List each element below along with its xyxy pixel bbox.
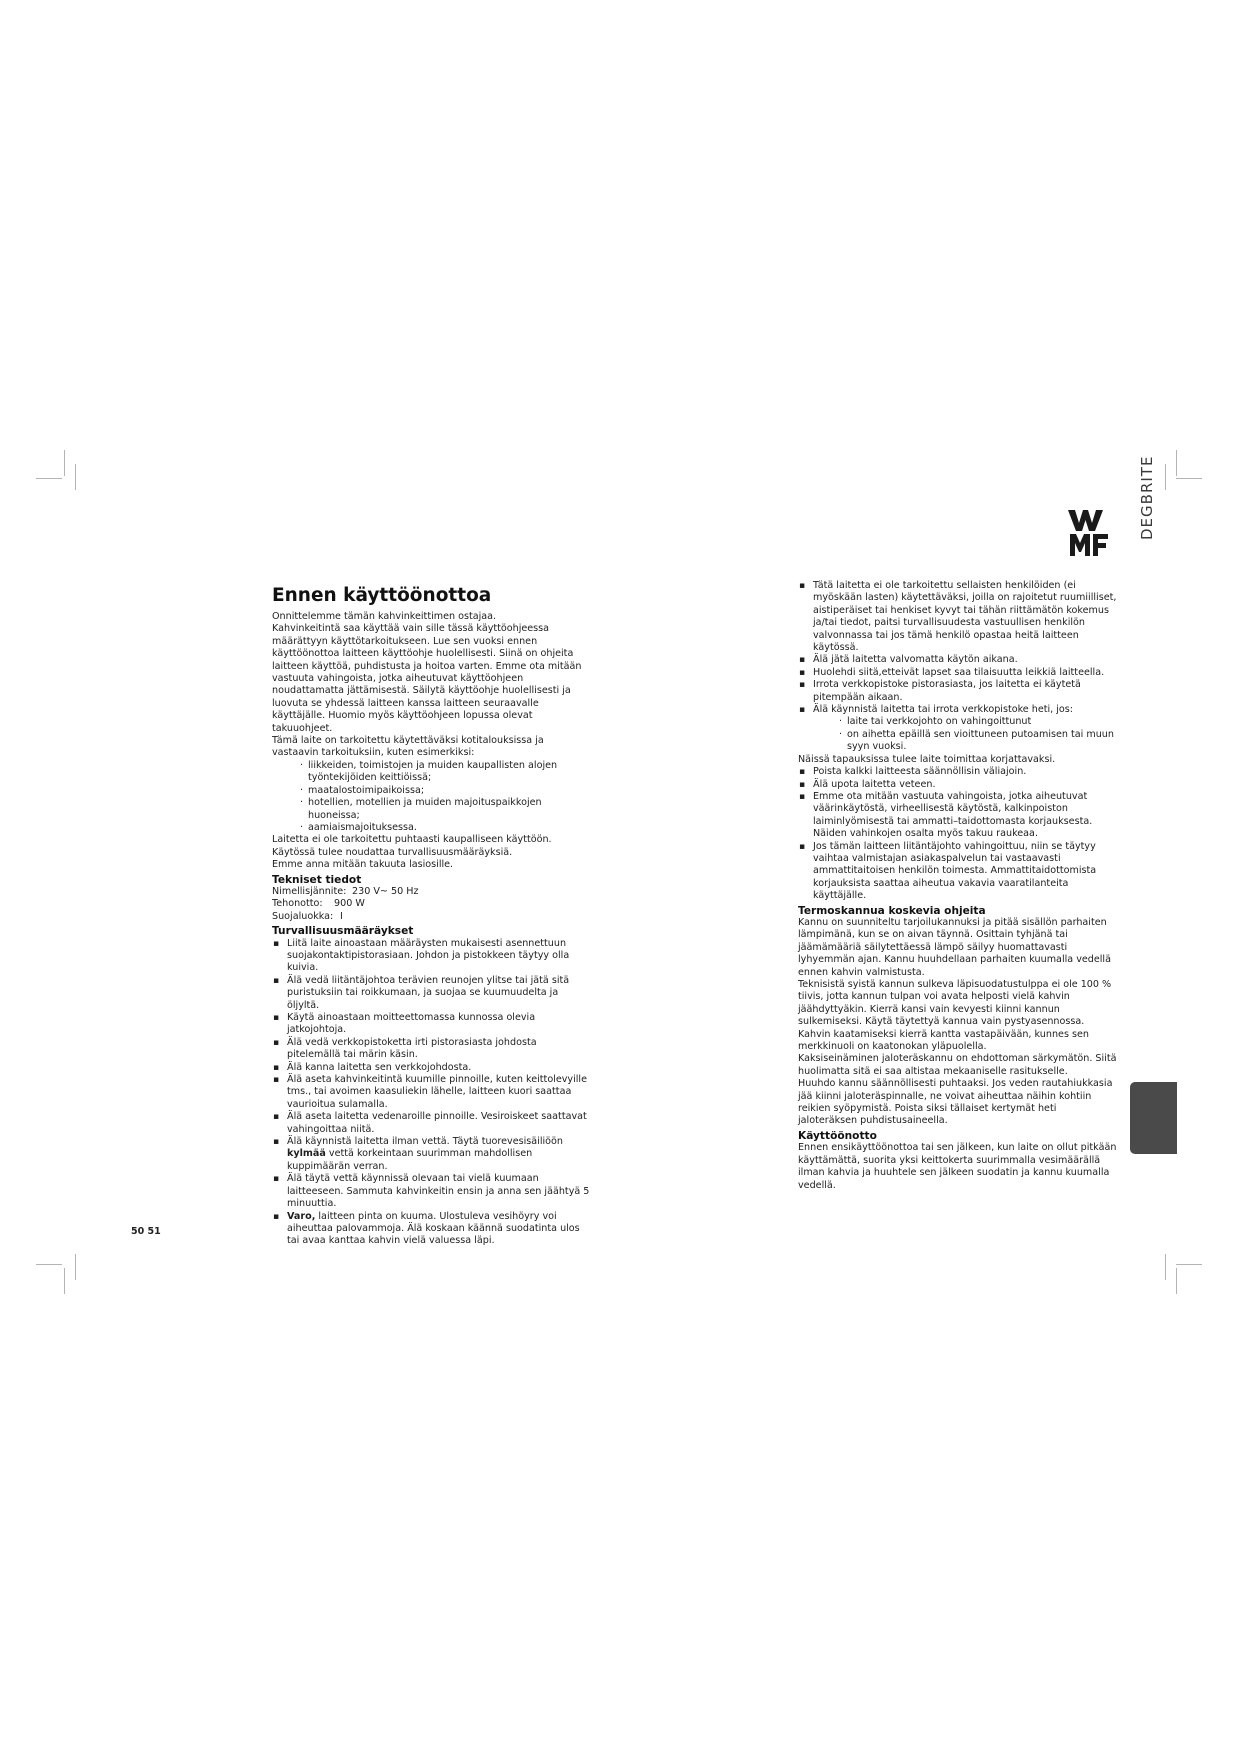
left-column: [272, 584, 592, 1248]
spec-row: [272, 898, 592, 910]
paragraph: Kaksiseinäminen jaloteräskannu on ehdottoman särkymätön. Siitä huolimatta sitä ei saa altistaa mekaaniselle rasitukselle.: [798, 1053, 1117, 1077]
list-text: laitteen pinta on kuuma. Ulostuleva vesihöyry voi aiheuttaa palovammoja. Älä koskaan käännä suodatinta ulos tai avaa kanttaa kahvin vielä valuessa läpi.: [287, 1210, 580, 1247]
list-item: [272, 1211, 592, 1248]
crop-mark: [1176, 1268, 1177, 1294]
list-item: · aamiaismajoituksessa.: [300, 822, 592, 834]
list-item: ▪ Älä upota laitetta veteen.: [798, 779, 1118, 791]
list-item: ▪ Liitä laite ainoastaan määräysten mukaisesti asennettuun suojakontaktipistorasiaan. Johdon ja pistokkeen täytyy olla kuivia.: [272, 938, 592, 975]
list-item: · laite tai verkkojohto on vahingoittunut: [839, 716, 1118, 728]
list-item: ▪ Emme ota mitään vastuuta vahingoista, jotka aiheutuvat väärinkäytöstä, virheellisestä käytöstä, kalkinpoiston laiminlyömisestä tai ammatti–taidottomasta korjauksesta. Näiden vahinkojen osalta myös takuu raukeaa.: [798, 791, 1118, 841]
section-heading: Tekniset tiedot: [272, 873, 362, 886]
sub-list: [813, 716, 1118, 753]
safety-list-continued: [798, 580, 1118, 754]
paragraph: Laitetta ei ole tarkoitettu puhtaasti kaupalliseen käyttöön.: [272, 834, 552, 846]
spec-row: [272, 886, 592, 898]
list-item: ▪ Tätä laitetta ei ole tarkoitettu sellaisten henkilöiden (ei myöskään lasten) käytettäväksi, joilla on rajoitetut ruumiilliset, aistiperäiset tai henkiset kyvyt tai tähän riittämätön kokemus ja/tai tiedot, paitsi turvallisuudesta vastuullisen henkilön valvonnassa tai jos tämä henkilö opastaa heitä laitteen käytössä.: [798, 580, 1118, 654]
list-item: ▪ Älä vedä verkkopistoketta irti pistorasiasta johdosta pitelemällä tai märin käsin.: [272, 1037, 592, 1062]
paragraph: Huuhdo kannu säännöllisesti puhtaaksi. Jos veden rautahiukkasia jää kiinni jaloteräspinnalle, ne voivat aiheuttaa näihin kohtiin reikien syöpymistä. Poista siksi tällaiset kertymät heti jaloteräksen puhdistusaineella.: [798, 1078, 1113, 1127]
spec-label: Suojaluokka:: [272, 910, 334, 922]
crop-mark: [36, 1264, 62, 1265]
paragraph: Kannu on suunniteltu tarjoilukannuksi ja pitää sisällön parhaiten lämpimänä, kun se on aivan täynnä. Osittain tyhjänä tai jäämämääriä säilytettäessä lämpö säilyy huomattavasti lyhyemmän ajan. Kannu huuhdellaan parhaiten kuumalla vedellä ennen kahvin valmistusta.: [798, 916, 1111, 978]
list-item: ▪ Poista kalkki laitteesta säännöllisin väliajoin.: [798, 766, 1118, 778]
crop-mark: [64, 1268, 65, 1294]
spec-row: [272, 911, 592, 923]
list-item: ▪ Älä aseta kahvinkeitintä kuumille pinnoille, kuten keittolevyille tms., tai avoimen kaasuliekin lähelle, laitteen kuori saattaa vaurioitua sulamalla.: [272, 1074, 592, 1111]
list-text: vettä korkeintaan suurimman mahdollisen kuppimäärän verran.: [287, 1148, 533, 1172]
paragraph: Tämä laite on tarkoitettu käytettäväksi kotitalouksissa ja vastaavin tarkoituksiin, kuten esimerkiksi:: [272, 735, 544, 759]
list-item: ▪ Käytä ainoastaan moitteettomassa kunnossa olevia jatkojohtoja.: [272, 1012, 592, 1037]
list-item: · liikkeiden, toimistojen ja muiden kaupallisten alojen työntekijöiden keittiöissä;: [300, 760, 592, 785]
list-item: ▪ Älä kanna laitetta sen verkkojohdosta.: [272, 1062, 592, 1074]
safety-list: [272, 938, 592, 1248]
paragraph: Emme anna mitään takuuta lasiosille.: [272, 859, 454, 871]
list-item: · hotellien, motellien ja muiden majoituspaikkojen huoneissa;: [300, 797, 592, 822]
list-item: ▪ Älä täytä vettä käynnissä olevaan tai vielä kuumaan laitteeseen. Sammuta kahvinkeitin ensin ja anna sen jäähtyä 5 minuuttia.: [272, 1173, 592, 1210]
list-item: ▪ Irrota verkkopistoke pistorasiasta, jos laitetta ei käytetä pitempään aikaan.: [798, 679, 1118, 704]
spec-value: 900 W: [334, 898, 365, 910]
crop-mark: [1165, 1254, 1166, 1280]
right-column: [798, 580, 1118, 1192]
spec-value: I: [340, 910, 343, 922]
list-item: ▪ Älä jätä laitetta valvomatta käytön aikana.: [798, 654, 1118, 666]
list-item: [272, 1136, 592, 1173]
spec-label: Nimellisjännite:: [272, 885, 347, 897]
section-heading: Termoskannua koskevia ohjeita: [798, 904, 986, 917]
paragraph: Näissä tapauksissa tulee laite toimittaa korjattavaksi.: [798, 753, 1056, 765]
list-item: · maatalostoimipaikoissa;: [300, 785, 592, 797]
spec-value: 230 V~ 50 Hz: [352, 885, 419, 897]
emphasis: Varo,: [287, 1210, 316, 1222]
list-item: ▪ Älä vedä liitäntäjohtoa terävien reunojen ylitse tai jätä sitä puristuksiin tai roikkumaan, ja suojaa se kuumuudelta ja öljyltä.: [272, 975, 592, 1012]
paragraph: Teknisistä syistä kannun sulkeva läpisuodatustulppa ei ole 100 % tiivis, jotta kannun tulpan voi avata helposti vielä kahvin jäähdyttyäkin. Kierrä kansi vain kevyesti kiinni kannun sulkemiseksi. Käytä täytettyä kannua vain pystyasennossa.: [798, 979, 1112, 1028]
crop-mark: [1165, 464, 1166, 490]
product-name-vertical: DEGBRITE: [1138, 455, 1156, 540]
crop-mark: [1176, 478, 1202, 479]
spec-label: Tehonotto:: [272, 898, 323, 910]
page-numbers: 50 51: [131, 1226, 161, 1237]
paragraph: Käytössä tulee noudattaa turvallisuusmääräyksiä.: [272, 846, 513, 858]
list-text: Älä käynnistä laitetta ilman vettä. Täytä tuorevesisäiliöön: [287, 1136, 563, 1148]
crop-mark: [1176, 450, 1177, 476]
crop-mark: [75, 1254, 76, 1280]
crop-mark: [36, 478, 62, 479]
list-item: ▪ Huolehdi siitä,etteivät lapset saa tilaisuutta leikkiä laitteella.: [798, 667, 1118, 679]
wmf-logo-icon: [1068, 510, 1112, 556]
paragraph: Onnittelemme tämän kahvinkeittimen ostajaa.: [272, 611, 497, 622]
emphasis: kylmää: [287, 1148, 326, 1160]
section-heading: Käyttöönotto: [798, 1129, 877, 1142]
paragraph: Kahvinkeitintä saa käyttää vain sille tässä käyttöohjeessa määrättyyn käyttötarkoitukseen. Lue sen vuoksi ennen käyttöönottoa laitteen käyttöohje huolellisesti. Siinä on ohjeita laitteen käyttöä, puhdistusta ja hoitoa varten. Emme ota mitään vastuuta vahingoista, jotka aiheutuvat käyttöohjeen noudattamatta jättämisestä. Säilytä käyttöohje huolellisesti ja luovuta se yhdessä laitteen kanssa laitteen seuraavalle käyttäjälle. Huomio myös käyttöohjeen lopussa olevat takuuohjeet.: [272, 623, 582, 734]
paragraph: Kahvin kaatamiseksi kierrä kantta vastapäivään, kunnes sen merkkinuoli on kaatonokan yläpuolella.: [798, 1028, 1089, 1053]
paragraph: Ennen ensikäyttöönottoa tai sen jälkeen, kun laite on ollut pitkään käyttämättä, suorita yksi keittokerta suurimmalla vesimäärällä ilman kahvia ja huuhtele sen jälkeen suodatin ja kannu kuumalla vedellä.: [798, 1142, 1117, 1191]
crop-mark: [1176, 1264, 1202, 1265]
page-title: Ennen käyttöönottoa: [272, 585, 492, 606]
crop-mark: [64, 450, 65, 476]
list-item: ▪ Älä aseta laitetta vedenaroille pinnoille. Vesiroiskeet saattavat vahingoittaa niitä.: [272, 1111, 592, 1136]
language-tab: [1130, 1082, 1177, 1154]
list-item: ▪ Jos tämän laitteen liitäntäjohto vahingoittuu, niin se täytyy vaihtaa valmistajan asiakaspalvelun tai vastaavasti ammattitaitoisen henkilön toimesta. Ammattitaidottomista korjauksista saattaa aiheutua vakavia vaaratilanteita käyttäjälle.: [798, 841, 1118, 903]
usage-list: [272, 760, 592, 834]
list-item: [798, 704, 1118, 754]
safety-list-continued: [798, 766, 1118, 902]
list-text: Älä käynnistä laitetta tai irrota verkkopistoke heti, jos:: [813, 704, 1074, 716]
section-heading: Turvallisuusmääräykset: [272, 925, 414, 938]
list-item: · on aihetta epäillä sen vioittuneen putoamisen tai muun syyn vuoksi.: [839, 729, 1118, 754]
crop-mark: [75, 464, 76, 490]
